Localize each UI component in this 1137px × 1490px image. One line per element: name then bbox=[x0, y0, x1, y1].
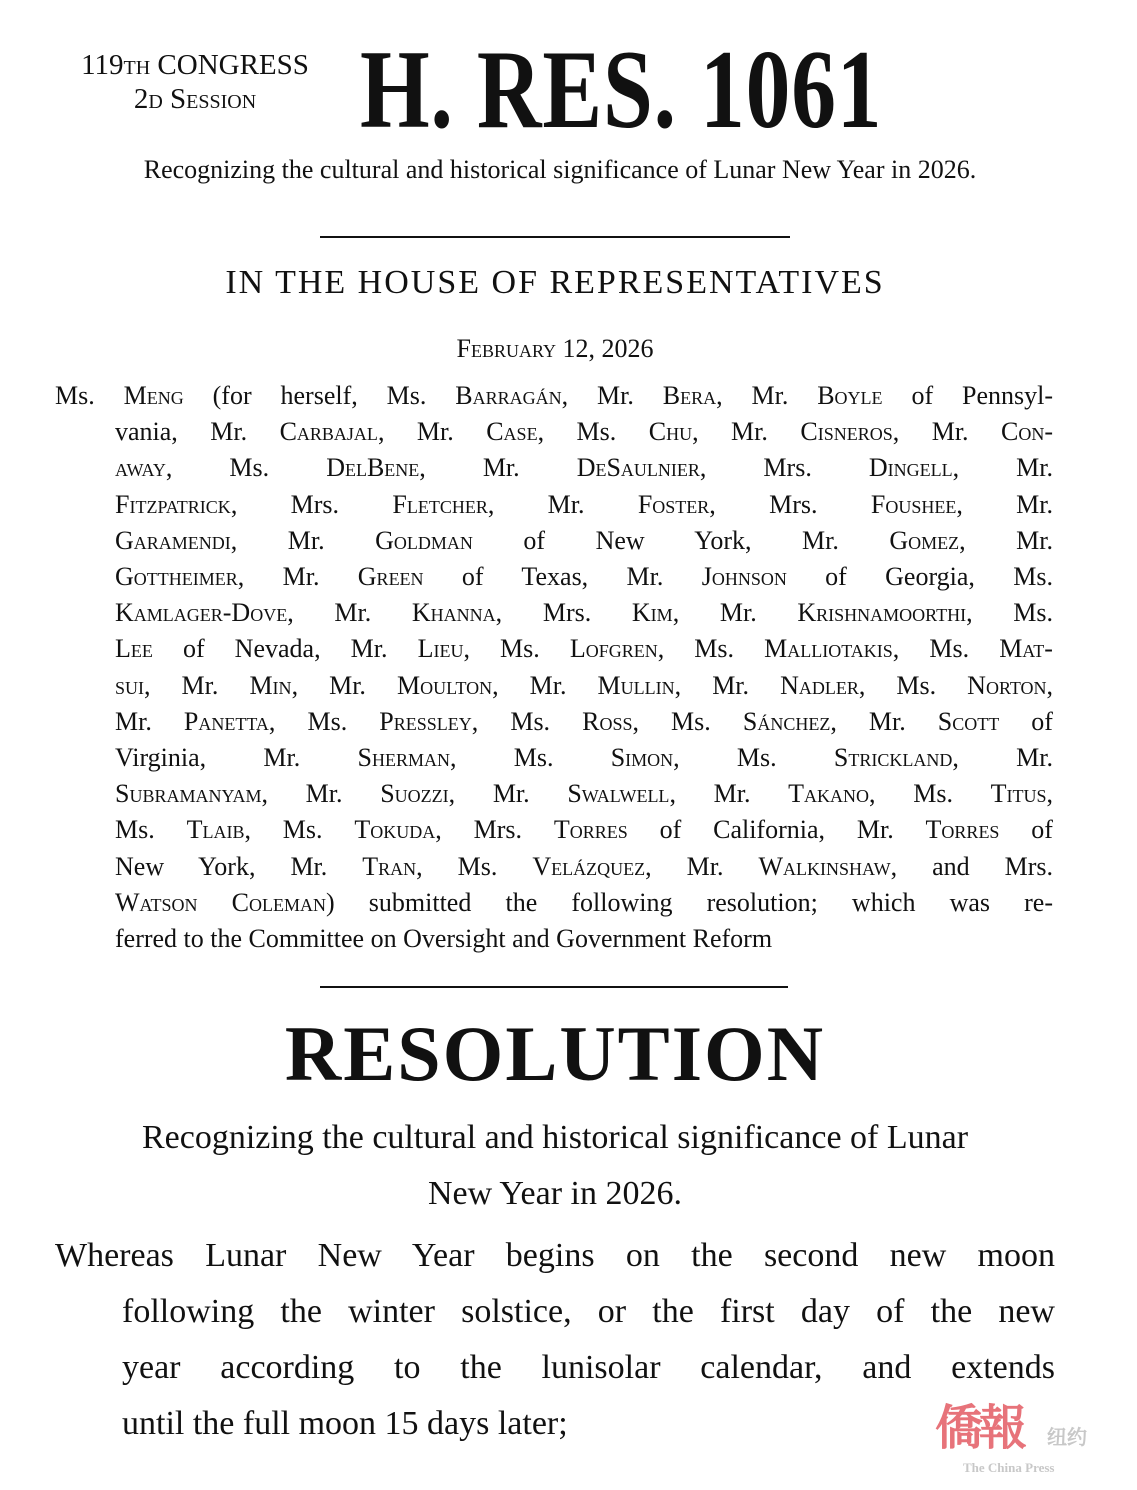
sponsor-name: Mat- bbox=[999, 634, 1053, 664]
sponsor-text: , Ms. bbox=[471, 706, 583, 736]
sponsor-name: Sherman bbox=[357, 743, 450, 773]
sponsor-text: Ms. bbox=[55, 381, 124, 410]
sponsors-line bbox=[115, 704, 1053, 740]
sponsors-line bbox=[115, 414, 1053, 450]
sponsor-text: , Mr. bbox=[287, 598, 412, 628]
sponsor-name: Lofgren bbox=[569, 634, 658, 664]
sponsor-text: , Ms. bbox=[632, 706, 743, 736]
sponsor-name: Tlaib bbox=[186, 815, 245, 845]
sponsor-text: , Mr. bbox=[830, 706, 938, 736]
watermark-english: The China Press bbox=[963, 1460, 1055, 1475]
sponsor-text: of Texas, Mr. bbox=[423, 562, 702, 592]
sponsor-name: Lee bbox=[115, 634, 153, 664]
sponsor-text: of Nevada, Mr. bbox=[152, 634, 418, 664]
sponsor-name: sui bbox=[115, 670, 145, 700]
sponsors-paragraph bbox=[55, 378, 1053, 957]
sponsor-name: Carbajal bbox=[279, 417, 378, 447]
sponsor-name: Johnson bbox=[701, 562, 787, 592]
sponsor-name: Takano bbox=[788, 779, 870, 809]
sponsor-text: , Mr. bbox=[956, 489, 1053, 519]
sponsor-name: Walkinshaw bbox=[758, 851, 891, 881]
sponsor-text: , Ms. bbox=[165, 453, 327, 483]
sponsors-line bbox=[115, 595, 1053, 631]
sponsor-name: Kamlager-Dove bbox=[115, 598, 288, 628]
sponsor-text: , Mr. bbox=[952, 743, 1053, 773]
sponsor-name: Sánchez bbox=[742, 706, 831, 736]
sponsor-text: , Mr. bbox=[561, 381, 663, 410]
chamber-heading: IN THE HOUSE OF REPRESENTATIVES bbox=[225, 264, 885, 301]
sponsor-text: , Ms. bbox=[416, 851, 533, 881]
sponsor-text: of bbox=[999, 815, 1053, 845]
sponsors-line bbox=[115, 523, 1053, 559]
congress-number: 119 bbox=[81, 49, 124, 81]
sponsor-name: Mullin bbox=[597, 670, 675, 700]
sponsor-name: Fletcher bbox=[392, 489, 488, 519]
china-press-watermark bbox=[935, 1404, 1105, 1484]
congress-word: CONGRESS bbox=[150, 49, 309, 81]
sponsor-text: , Ms. bbox=[673, 743, 834, 773]
sponsor-text: vania, Mr. bbox=[115, 417, 280, 447]
sponsor-text: , Ms. bbox=[657, 634, 765, 664]
sponsor-text: , Mr. bbox=[952, 453, 1053, 483]
sponsor-name: Green bbox=[357, 562, 424, 592]
whereas-line: year according to the lunisolar calendar, and extends bbox=[122, 1349, 1055, 1386]
sponsor-name: Velázquez bbox=[532, 851, 646, 881]
session-label: 2d Session bbox=[133, 83, 257, 115]
congress-label bbox=[40, 48, 350, 82]
sponsor-text: , Ms. bbox=[892, 634, 1000, 664]
sponsor-name: Krishnamoorthi bbox=[797, 598, 967, 628]
sponsor-text: , Mr. bbox=[669, 779, 789, 809]
sponsor-name: away bbox=[115, 453, 166, 483]
bill-number: H. RES. 1061 bbox=[360, 28, 883, 152]
sponsor-name: Tran bbox=[362, 851, 417, 881]
congress-ordinal: th bbox=[123, 49, 151, 81]
sponsor-text: , Mr. bbox=[674, 670, 781, 700]
sponsor-text: , Mr. bbox=[645, 851, 759, 881]
divider bbox=[320, 236, 790, 238]
sponsor-name: Gottheimer bbox=[115, 562, 238, 592]
sponsor-text: , Mrs. bbox=[230, 489, 393, 519]
resolution-title-line: New Year in 2026. bbox=[427, 1175, 683, 1212]
sponsor-text: , bbox=[1046, 670, 1054, 700]
sponsor-name: Panetta bbox=[183, 706, 269, 736]
whereas-line: Whereas Lunar New Year begins on the second new moon bbox=[55, 1237, 1055, 1274]
sponsor-name: Fitzpatrick bbox=[115, 489, 231, 519]
sponsor-text: , Ms. bbox=[268, 706, 380, 736]
sponsor-text: ferred to the Committee on Oversight and Government Reform bbox=[115, 924, 773, 954]
sponsors-line bbox=[115, 740, 1053, 776]
sponsor-text: , Mr. bbox=[237, 562, 358, 592]
sponsor-text: , Mrs. bbox=[495, 598, 632, 628]
sponsor-text: ) submitted the following resolution; which was re- bbox=[326, 887, 1053, 917]
sponsor-text: of New York, Mr. bbox=[472, 525, 890, 555]
watermark-chinese: 僑報 bbox=[935, 1402, 1024, 1455]
sponsor-name: Barragán bbox=[455, 381, 562, 410]
sponsor-text: , Ms. bbox=[244, 815, 355, 845]
sponsor-name: Strickland bbox=[833, 743, 953, 773]
sponsor-name: Case bbox=[486, 417, 538, 447]
whereas-line: following the winter solstice, or the first day of the new bbox=[122, 1293, 1055, 1330]
resolution-heading: RESOLUTION bbox=[284, 1010, 826, 1097]
sponsor-text: of Pennsyl- bbox=[882, 381, 1053, 410]
sponsors-line bbox=[115, 631, 1053, 667]
sponsor-text: , Mrs. bbox=[435, 815, 554, 845]
bill-subtitle: Recognizing the cultural and historical significance of Lunar New Year in 2026. bbox=[143, 155, 977, 184]
sponsor-text: , Ms. bbox=[869, 779, 991, 809]
sponsor-text: , Mrs. bbox=[709, 489, 871, 519]
sponsors-line bbox=[115, 812, 1053, 848]
sponsor-name: Scott bbox=[937, 706, 1000, 736]
sponsor-name: Khanna bbox=[411, 598, 496, 628]
sponsor-text: Mr. bbox=[115, 706, 184, 736]
sponsor-text: , Mr. bbox=[261, 779, 381, 809]
sponsor-text: , Ms. bbox=[463, 634, 570, 664]
sponsor-name: Suozzi bbox=[380, 779, 449, 809]
divider bbox=[320, 986, 788, 988]
sponsor-name: Watson Coleman bbox=[115, 887, 327, 917]
sponsor-name: Dingell bbox=[868, 453, 953, 483]
sponsor-text: New York, Mr. bbox=[115, 851, 363, 881]
sponsor-name: Foushee bbox=[870, 489, 957, 519]
sponsor-text: , Ms. bbox=[858, 670, 968, 700]
sponsor-name: Titus bbox=[990, 779, 1047, 809]
sponsor-name: Subramanyam bbox=[115, 779, 262, 809]
sponsor-text: (for herself, Ms. bbox=[183, 381, 456, 410]
sponsor-name: Bera bbox=[662, 381, 717, 410]
sponsor-text: , Mr. bbox=[959, 525, 1053, 555]
sponsor-name: Moulton bbox=[396, 670, 493, 700]
sponsor-text: , Mr. bbox=[672, 598, 798, 628]
sponsor-name: Simon bbox=[610, 743, 674, 773]
congress-session bbox=[40, 48, 350, 116]
sponsors-line bbox=[115, 776, 1053, 812]
sponsor-text: , Mrs. bbox=[699, 453, 869, 483]
resolution-title-line: Recognizing the cultural and historical significance of Lunar bbox=[141, 1119, 969, 1156]
sponsor-text: , Mr. bbox=[716, 381, 818, 410]
whereas-line: until the full moon 15 days later; bbox=[122, 1405, 568, 1442]
sponsor-text: , Mr. bbox=[448, 779, 568, 809]
sponsor-name: Nadler bbox=[780, 670, 859, 700]
sponsor-text: , Mr. bbox=[419, 453, 577, 483]
sponsor-name: Meng bbox=[123, 381, 184, 410]
sponsor-name: Chu bbox=[648, 417, 693, 447]
sponsor-name: Swalwell bbox=[567, 779, 670, 809]
sponsors-line bbox=[115, 559, 1053, 595]
sponsor-text: , Ms. bbox=[537, 417, 649, 447]
sponsors-line bbox=[115, 487, 1053, 523]
sponsor-name: Torres bbox=[925, 815, 1000, 845]
sponsor-text: , Mr. bbox=[692, 417, 801, 447]
sponsors-line bbox=[115, 450, 1053, 486]
sponsor-text: of Georgia, Ms. bbox=[786, 562, 1053, 592]
sponsor-name: Kim bbox=[631, 598, 673, 628]
sponsors-line bbox=[115, 885, 1053, 921]
sponsor-name: Lieu bbox=[417, 634, 464, 664]
sponsor-text: , and Mrs. bbox=[890, 851, 1053, 881]
watermark-chinese-small: 纽约 bbox=[1047, 1427, 1087, 1449]
sponsor-name: Malliotakis bbox=[764, 634, 893, 664]
sponsors-line bbox=[115, 668, 1053, 704]
sponsor-name: Boyle bbox=[817, 381, 883, 410]
sponsor-name: DeSaulnier bbox=[576, 453, 700, 483]
sponsors-line bbox=[55, 378, 1053, 414]
sponsor-text: , Mr. bbox=[892, 417, 1002, 447]
sponsor-text: , Mr. bbox=[492, 670, 598, 700]
sponsor-text: Ms. bbox=[115, 815, 187, 845]
sponsor-text: , Mr. bbox=[230, 525, 376, 555]
sponsor-name: Cisneros bbox=[800, 417, 893, 447]
sponsor-name: Norton bbox=[967, 670, 1047, 700]
sponsor-name: Min bbox=[249, 670, 292, 700]
sponsor-text: , Ms. bbox=[449, 743, 611, 773]
sponsor-name: Foster bbox=[637, 489, 710, 519]
sponsor-text: , Mr. bbox=[144, 670, 250, 700]
sponsor-text: , Ms. bbox=[966, 598, 1053, 628]
sponsor-text: of bbox=[999, 706, 1053, 736]
sponsor-name: Torres bbox=[553, 815, 628, 845]
sponsor-name: Ross bbox=[582, 706, 633, 736]
sponsors-line bbox=[115, 849, 1053, 885]
sponsor-name: Gomez bbox=[889, 525, 960, 555]
sponsor-text: of California, Mr. bbox=[627, 815, 926, 845]
sponsors-line bbox=[115, 921, 1053, 957]
sponsor-text: , Mr. bbox=[291, 670, 397, 700]
sponsor-name: DelBene bbox=[326, 453, 420, 483]
sponsor-name: Tokuda bbox=[354, 815, 436, 845]
sponsor-text: , Mr. bbox=[377, 417, 487, 447]
sponsor-text: , bbox=[1046, 779, 1054, 809]
sponsor-name: Goldman bbox=[375, 525, 473, 555]
whereas-clause bbox=[55, 1228, 1055, 1455]
sponsor-text: Virginia, Mr. bbox=[115, 743, 358, 773]
sponsor-name: Con- bbox=[1001, 417, 1054, 447]
introduced-date: February 12, 2026 bbox=[456, 334, 654, 363]
sponsor-text: , Mr. bbox=[487, 489, 638, 519]
sponsor-name: Pressley bbox=[379, 706, 472, 736]
resolution-title bbox=[60, 1110, 1050, 1222]
sponsor-name: Garamendi bbox=[115, 525, 231, 555]
